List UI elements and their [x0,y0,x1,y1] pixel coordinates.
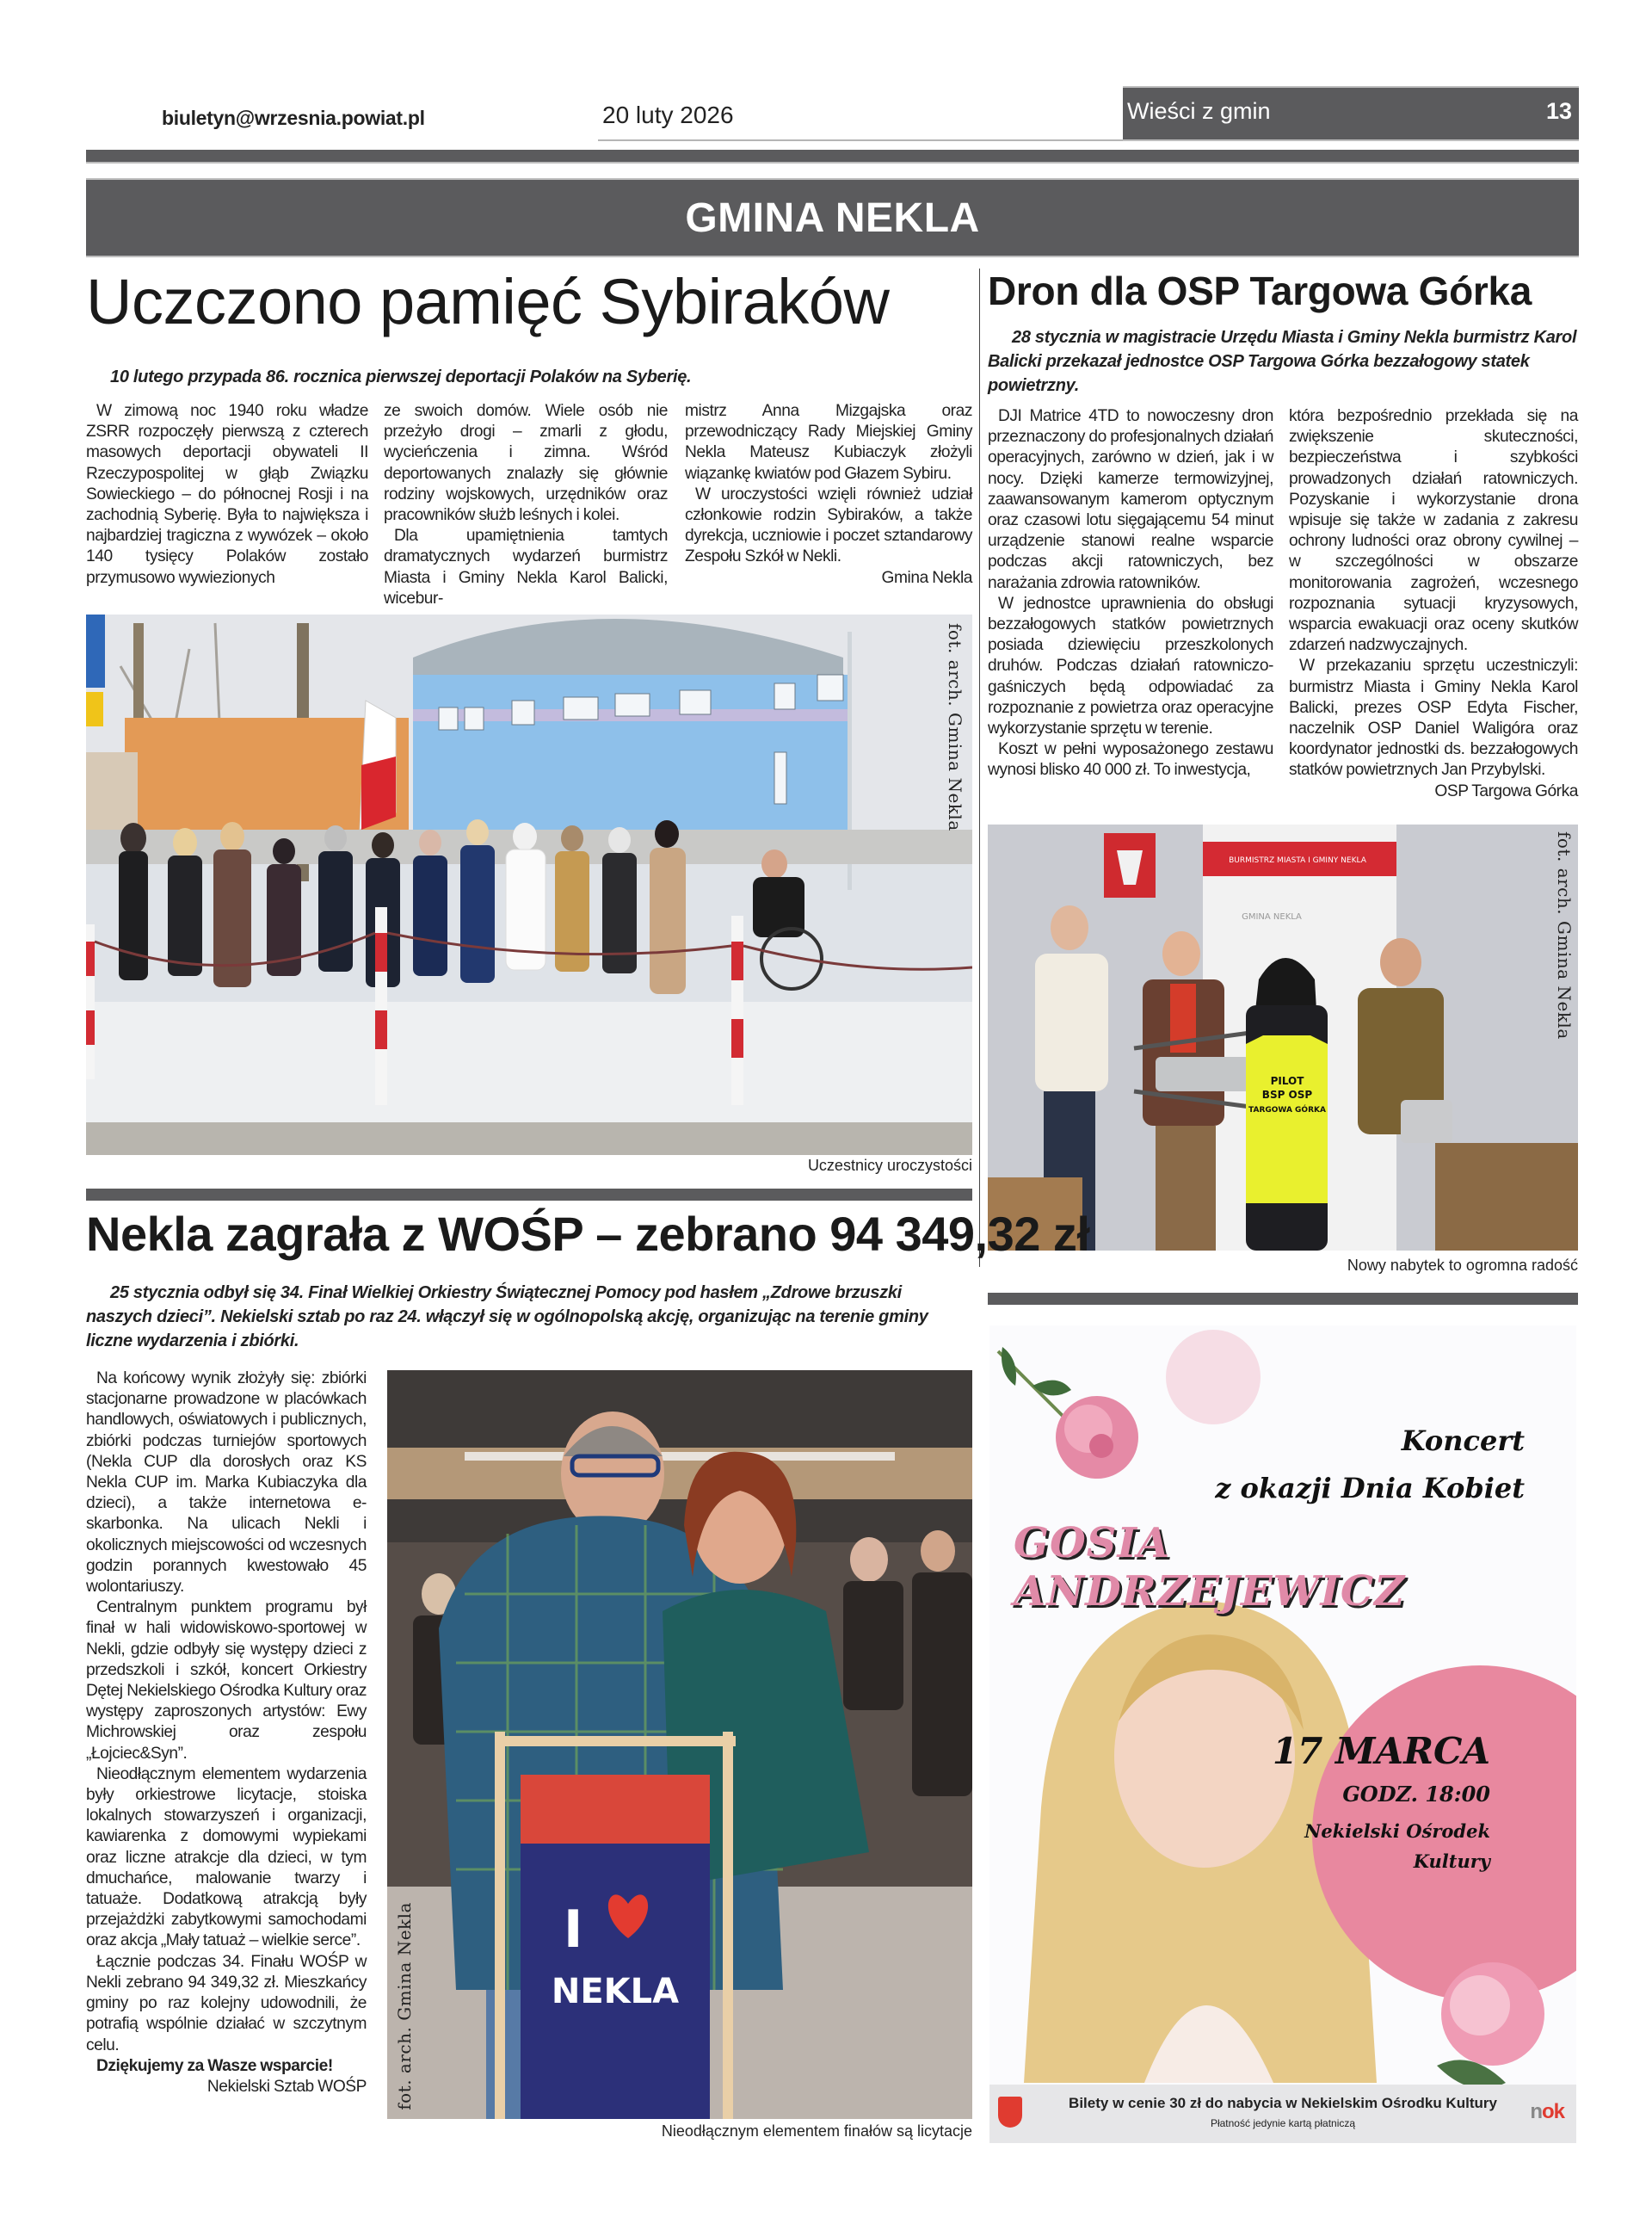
photo-wall-text: GMINA NEKLA [1242,912,1302,922]
concert-poster [989,1325,1576,2143]
photo-auction [387,1370,972,2119]
paragraph: Koszt w pełni wyposażonego zestawu wynosi blisko 40 000 zł. To inwestycja, [988,740,1273,780]
photo-ceremony-caption: Uczestnicy uroczystości [807,1157,972,1174]
paragraph: Na końcowy wynik złożyły się: zbiórki stacjonarne prowadzone w placówkach handlowych, oświatowych i publicznych, zbiórki podczas turniejów sportowych (Nekla CUP dla dorosłych oraz KS Nekla CUP im. Marka Kubiaczyka dla dzieci), a także internetowa e-skarbonka. Na ulicach Nekli i okolicznych miejscowości od wczesnych godzin porannych kwestowało 45 wolontariuszy. [86,1369,367,1597]
poster-artist: GOSIA ANDRZEJEWICZ [1014,1519,1406,1615]
paragraph: W uroczystości wzięli również udział członkowie rodzin Sybiraków, a także dyrekcja, uczniowie i poczet sztandarowy Zespołu Szkół w Nekli. [685,485,972,566]
header-bar [86,150,1579,164]
photo-drone-caption: Nowy nabytek to ogromna radość [1347,1257,1578,1274]
article-dron-lead: 28 stycznia w magistracie Urzędu Miasta i Gminy Nekla burmistrz Karol Balicki przekazał jednostce OSP Targowa Górka bezzałogowy statek powietrzny. [988,328,1577,395]
header-section-box [1123,86,1579,141]
photo-drone-handover [988,825,1578,1251]
paragraph: mistrz Anna Mizgajska oraz przewodniczący Rady Miejskiej Gminy Nekla Mateusz Kubiaczyk złożyli wiązankę kwiatów pod Głazem Sybiru. [685,402,972,483]
article-dron-col2 [1289,406,1578,802]
photo-drone-image [988,825,1578,1251]
header-email: biuletyn@wrzesnia.powiat.pl [162,107,425,129]
chair-town-label: NEKLA [551,1972,680,2011]
photo-auction-caption: Nieodłącznym elementem finałów są licytacje [661,2122,972,2140]
poster-place-line2: Kultury [1413,1850,1490,1872]
paragraph: W zimową noc 1940 roku władze ZSRR rozpoczęły pierwszą z czterech masowych deportacji obywateli II Rzeczypospolitej w głąb Związku Sowieckiego – do północnej Rosji i na zachodnią Syberię. Była to największa i najbardziej tragiczna z wywózek – około 140 tysięcy Polaków zostało przymusowo wywiezionych [86,402,368,587]
paragraph: która bezpośrednio przekłada się na zwiększenie skuteczności, bezpieczeństwa i szybkości prowadzonych działań ratowniczych. Pozyskanie i wykorzystanie drona wpisuje się także w zadania z zakresu ochrony ludności oraz obrony cywilnej – w szczególności w obszarze monitorowania zagrożeń, wczesnego rozpoznania sytuacji kryzysowych, wsparcia ewakuacji oraz oceny skutków zdarzeń nadzwyczajnych. [1289,407,1578,655]
section-separator [86,1189,972,1201]
paragraph: Nieodłącznym elementem wydarzenia były orkiestrowe licytacje, stoiska lokalnych stowarzyszeń i organizacji, kawiarenka z domowymi wypiekami oraz liczne atrakcje dla dzieci, w tym dmuchańce, malowanie twarzy i tatuaże. Dodatkową atrakcją były przejażdżki zabytkowymi samochodami oraz akcja „Mały tatuaż – wielkie serce”. [86,1764,367,1950]
photo-auction-credit: fot. arch. Gmina Nekla [394,1902,415,2110]
paragraph: DJI Matrice 4TD to nowoczesny dron przeznaczony do profesjonalnych działań operacyjnych, zarówno w dzień, jak i w nocy. Dzięki kamerze termowizyjnej, zaawansowanym kamerom optycznym oraz czasowi lotu sięgającemu 54 minut urządzenie stanowi realne wsparcie podczas akcji ratowniczych, bez narażania zdrowia ratowników. [988,407,1273,592]
poster-line1: Koncert [1401,1424,1525,1457]
article-sybiracy-col1 [86,401,368,589]
photo-ceremony [86,615,972,1155]
article-wosp-signature: Nekielski Sztab WOŚP [206,2077,367,2096]
paragraph: W jednostce uprawnienia do obsługi bezzałogowych statków powietrznych posiada dziewięciu przeszkolonych druhów. Podczas działań ratowniczo-gaśniczych będą odpowiadać za rozpoznanie z powietrza oraz operacyjne wykorzystanie sprzętu w terenie. [988,594,1273,738]
article-wosp-title: Nekla zagrała z WOŚP – zebrano 94 349,32 zł [86,1207,1090,1261]
article-dron-col1 [988,406,1273,781]
photo-ceremony-image [86,615,972,1155]
paragraph: Centralnym punktem programu był finał w hali widowiskowo-sportowej w Nekli, gdzie odbyły się występy dzieci z przedszkoli i szkół, koncert Orkiestry Dętej Nekielskiego Ośrodka Kultury oraz występy zaproszonych artystów: Ewy Michrowskiej oraz zespołu „Łojciec&Syn”. [86,1598,367,1763]
photo-auction-image [387,1370,972,2119]
poster-footer [989,2085,1576,2143]
header-date: 20 luty 2026 [602,102,734,128]
section-separator [988,1293,1578,1305]
vest-text-line1: PILOT [1270,1075,1304,1087]
paragraph: ze swoich domów. Wiele osób nie przeżyło drogi – zmarli z głodu, wycieńczenia i zimna. Wśród deportowanych znalazły się głównie rodziny wojskowych, urzędników oraz pracowników służb leśnych i kolei. [384,402,668,525]
nok-logo-red: ok [1541,2100,1564,2123]
nok-logo [1530,2100,1564,2124]
article-dron-title: Dron dla OSP Targowa Górka [988,269,1532,313]
peony-faded-icon [1166,1330,1261,1424]
article-sybiracy-lead: 10 lutego przypada 86. rocznica pierwszej deportacji Polaków na Syberię. [110,368,692,386]
article-sybiracy-col2 [384,401,668,609]
article-dron-signature: OSP Targowa Górka [1434,781,1578,800]
page-number: 13 [1545,98,1572,124]
photo-drone-credit: fot. arch. Gmina Nekla [1554,831,1575,1040]
paragraph: Łącznie podczas 34. Finału WOŚP w Nekli zebrano 94 349,32 zł. Mieszkańcy gminy po raz kolejny udowodnili, że potrafią wspólnie działać w szczytnym celu. [86,1952,367,2054]
poster-time: GODZ. 18:00 [1342,1782,1490,1807]
vest-text-line2: BSP OSP [1261,1089,1313,1101]
vest-text-line3: TARGOWA GÓRKA [1248,1106,1326,1115]
poster-tickets: Bilety w cenie 30 zł do nabycia w Nekielskim Ośrodku Kultury [1069,2095,1497,2111]
article-wosp-lead: 25 stycznia odbył się 34. Finał Wielkiej Orkiestry Świątecznej Pomocy pod hasłem „Zdrowe brzuszki naszych dzieci”. Nekielski sztab po raz 24. włączył się w ogólnopolską akcję, organizując na terenie gminy liczne wydarzenia i zbiórki. [86,1283,928,1350]
article-sybiracy-title: Uczczono pamięć Sybiraków [86,266,890,337]
poster-line2: z okazji Dnia Kobiet [1215,1472,1525,1504]
section-banner [86,178,1579,257]
section-banner-title: GMINA NEKLA [685,195,980,241]
nok-logo-grey: n [1530,2100,1542,2123]
peony-bottom-right-icon [1437,1962,1544,2089]
header-divider [598,139,1123,141]
poster-place-line1: Nekielski Ośrodek [1304,1820,1490,1842]
article-sybiracy-signature: Gmina Nekla [881,568,972,587]
column-divider [979,269,980,1267]
paragraph: W przekazaniu sprzętu uczestniczyli: burmistrz Miasta i Gminy Nekla Karol Balicki, prezes OSP Edyta Fischer, naczelnik OSP Daniel Waligóra oraz koordynator jednostki ds. bezzałogowych statków powietrznych Jan Przybylski. [1289,657,1578,780]
article-wosp-thanks: Dziękujemy za Wasze wsparcie! [96,2056,333,2075]
header-section-name: Wieści z gmin [1127,98,1271,124]
paragraph: Dla upamiętnienia tamtych dramatycznych wydarzeń burmistrz Miasta i Gminy Nekla Karol Balicki, wicebur- [384,527,668,608]
poster-date: 17 MARCA [1272,1730,1490,1772]
chair-letter-i: I [564,1900,583,1960]
article-sybiracy-col3 [685,401,972,589]
photo-banner-text: BURMISTRZ MIASTA I GMINY NEKLA [1229,856,1366,865]
photo-ceremony-credit: fot. arch. Gmina Nekla [945,623,965,831]
article-wosp-col1 [86,1368,367,2097]
poster-payment: Płatność jedynie kartą płatniczą [1210,2117,1356,2129]
peony-top-left-icon [998,1347,1138,1479]
